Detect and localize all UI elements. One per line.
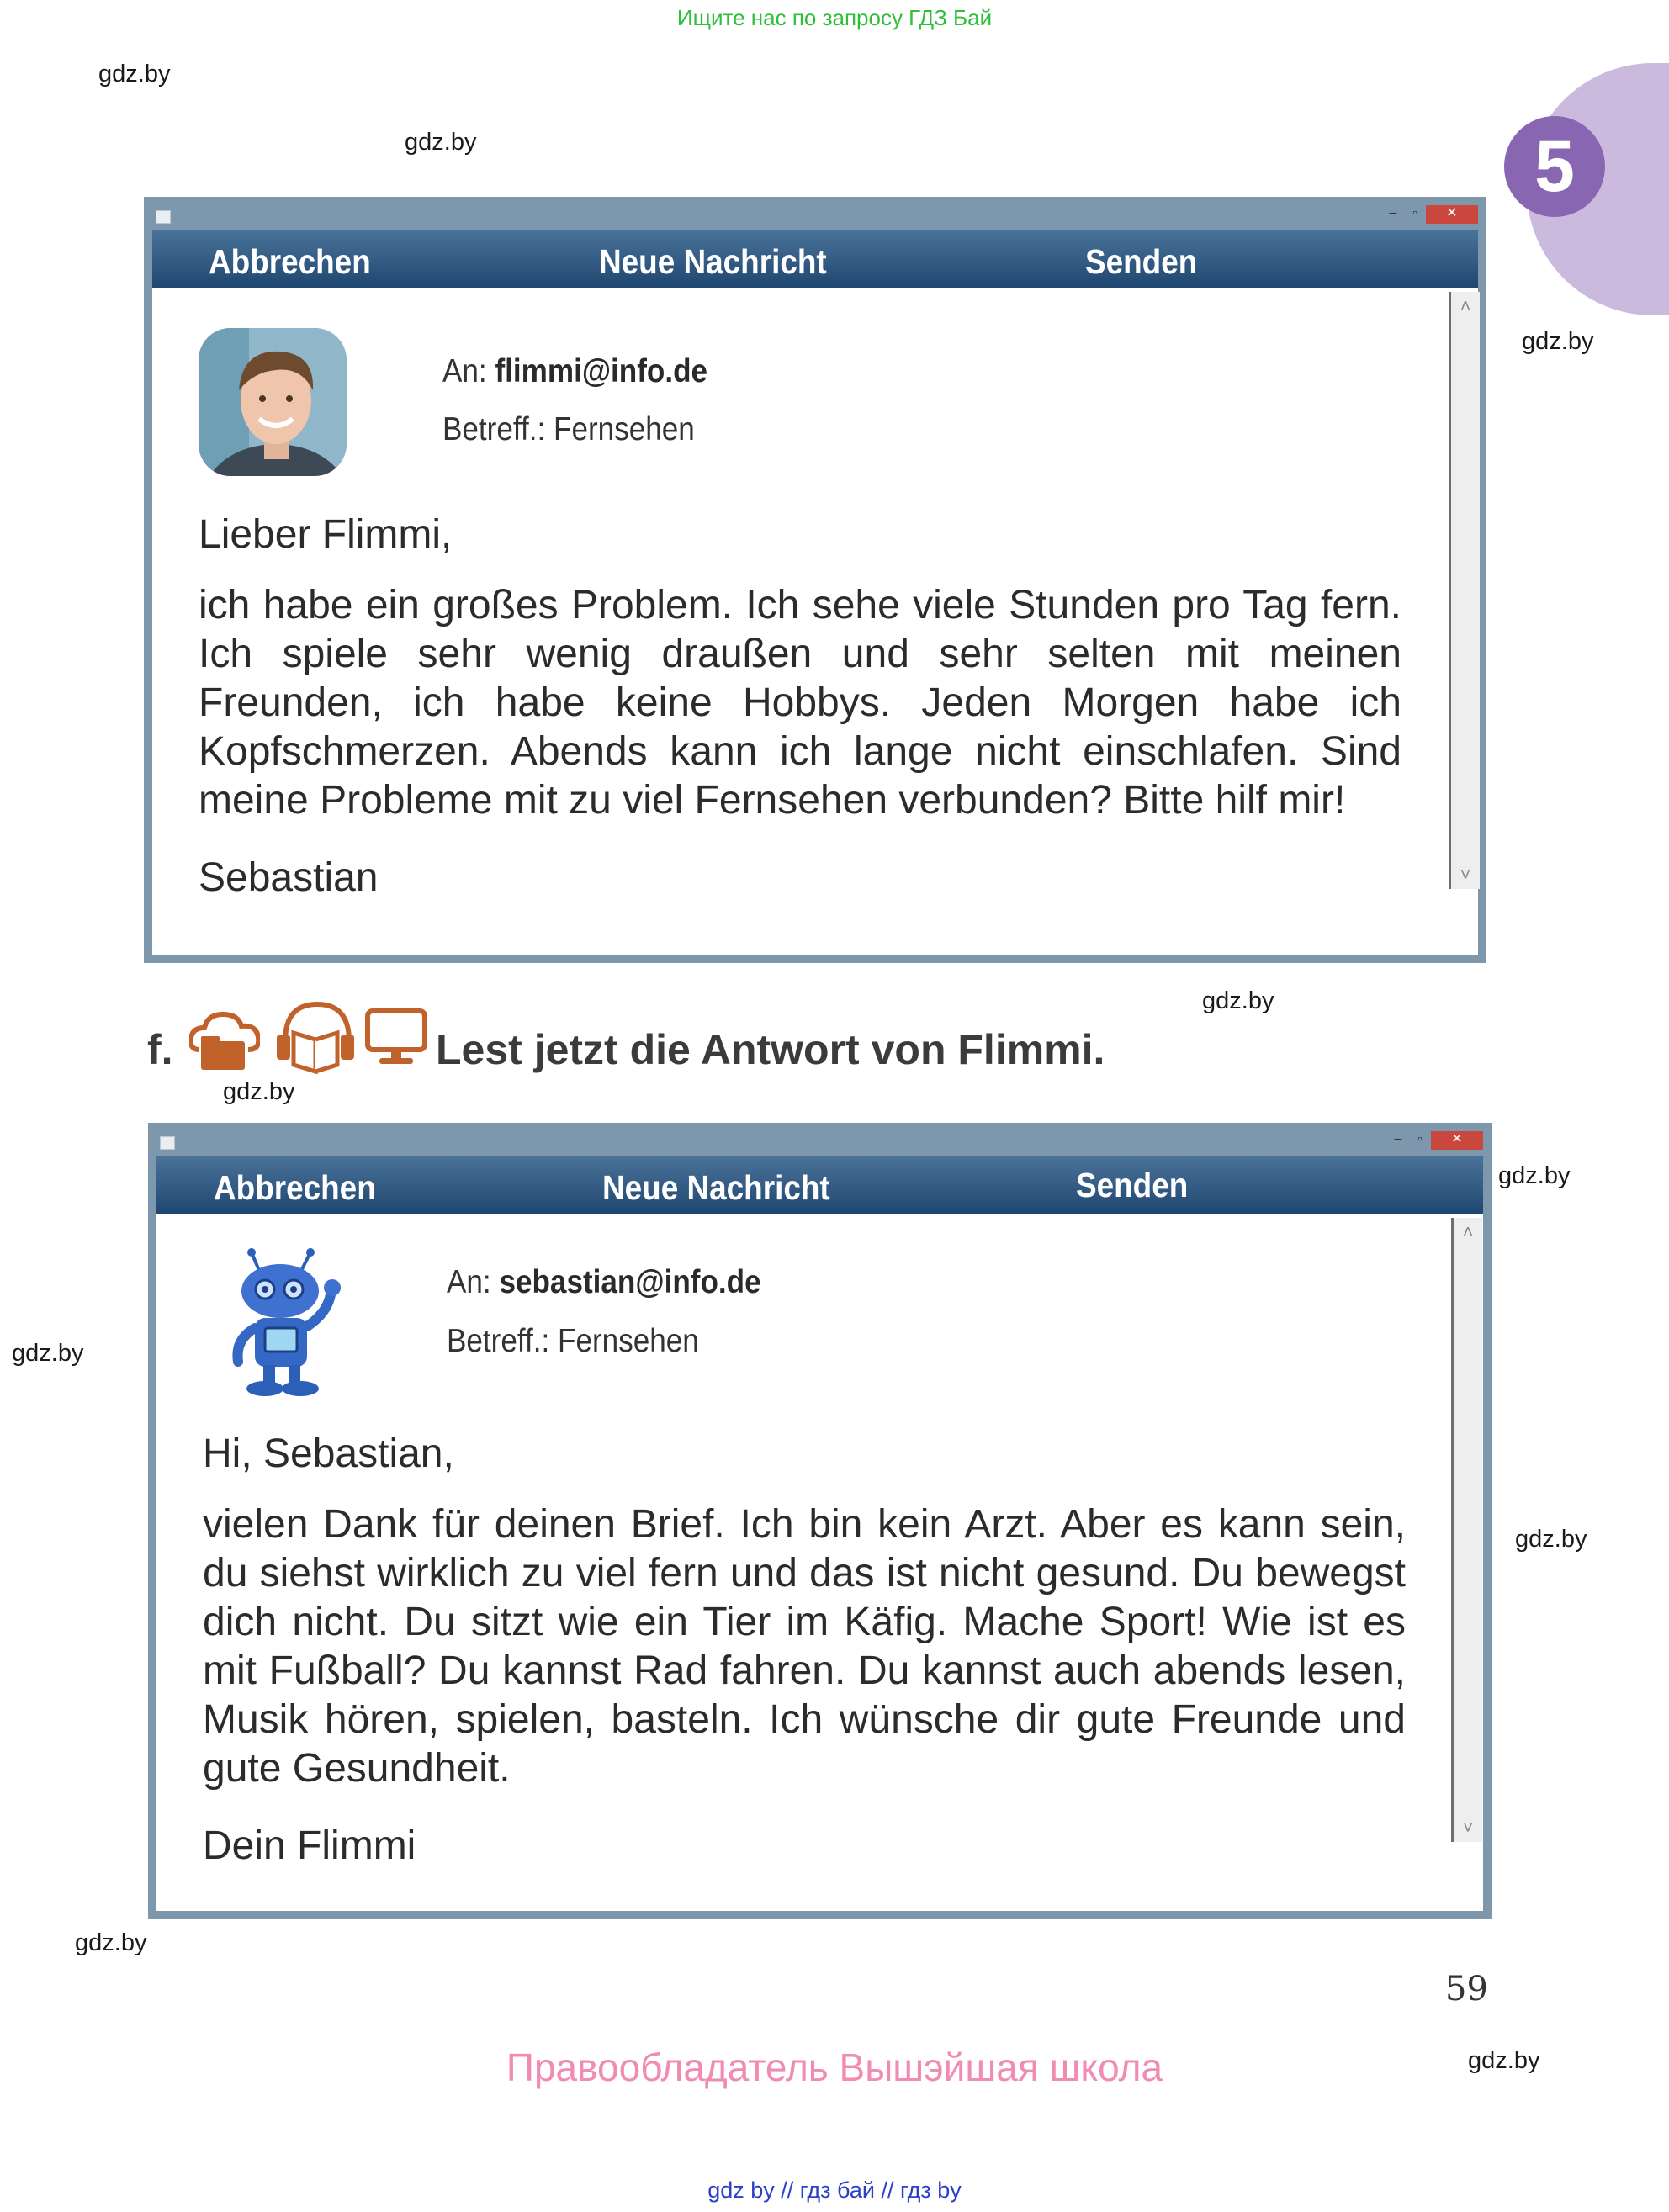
scroll-up-icon[interactable]: ˄ — [1462, 1221, 1474, 1242]
message-pane — [156, 1214, 1483, 1911]
scroll-down-icon[interactable]: ˅ — [1462, 1817, 1474, 1838]
letter-body: ich habe ein großes Problem. Ich sehe viele Stunden pro Tag fern. Ich spiele sehr wenig draußen und sehr selten mit meinen Freunden, ich habe keine Hobbys. Jeden Morgen habe ich Kopfschmerzen. Abends kann ich lange nicht einschlafen. Sind meine Probleme mit zu viel Fernsehen verbunden? Bitte hilf mir! — [199, 583, 1401, 823]
send-button[interactable]: Senden — [1085, 242, 1198, 281]
email-window-flimmi — [148, 1123, 1492, 1919]
subject-line: Betreff.: Fernsehen — [442, 411, 695, 447]
monitor-icon — [364, 1008, 428, 1066]
send-button[interactable]: Senden — [1076, 1166, 1189, 1204]
copyright-notice: Правообладатель Вышэйшая школа — [506, 2045, 1163, 2089]
maximize-button[interactable]: ▫ — [1412, 206, 1417, 220]
cancel-button[interactable]: Abbrechen — [214, 1168, 376, 1207]
minimize-button[interactable]: ‒ — [1394, 1132, 1402, 1146]
footer-links[interactable]: gdz by // гдз бай // гдз by — [707, 2178, 962, 2203]
close-button[interactable]: ✕ — [1431, 1131, 1483, 1150]
top-banner[interactable]: Ищите нас по запросу ГДЗ Бай — [676, 5, 993, 30]
recipient-address[interactable]: flimmi@info.de — [495, 353, 708, 389]
recipient-line — [447, 1264, 761, 1301]
scroll-down-icon[interactable]: ˅ — [1460, 864, 1471, 885]
mail-toolbar — [152, 230, 1478, 288]
window-controls — [1382, 205, 1478, 224]
task-instruction: Lest jetzt die Antwort von Flimmi. — [436, 1026, 1105, 1073]
recipient-label: An: — [447, 1264, 491, 1300]
sender-avatar — [199, 328, 347, 476]
book-headphones-icon — [273, 999, 354, 1075]
watermark: gdz.by — [1202, 987, 1274, 1014]
task-letter: f. — [147, 1026, 173, 1073]
watermark: gdz.by — [1498, 1162, 1571, 1189]
chapter-number: 5 — [1504, 116, 1605, 217]
recipient-label: An: — [442, 353, 487, 389]
cancel-button[interactable]: Abbrechen — [209, 242, 371, 281]
close-button[interactable]: ✕ — [1426, 205, 1478, 224]
subject-line: Betreff.: Fernsehen — [447, 1323, 699, 1359]
page-number: 59 — [1445, 1970, 1488, 2008]
minimize-button[interactable]: ‒ — [1389, 206, 1397, 220]
watermark: gdz.by — [405, 129, 477, 156]
watermark: gdz.by — [223, 1078, 295, 1105]
app-icon — [160, 1136, 175, 1150]
watermark: gdz.by — [12, 1340, 84, 1367]
scroll-up-icon[interactable]: ˄ — [1460, 295, 1471, 316]
recipient-line — [442, 353, 707, 390]
letter-signature: Dein Flimmi — [203, 1823, 416, 1868]
maximize-button[interactable]: ▫ — [1417, 1132, 1423, 1146]
letter-body: vielen Dank für deinen Brief. Ich bin kein Arzt. Aber es kann sein, du siehst wirklich zu viel fern und das ist nicht gesund. Du bewegst dich nicht. Du sitzt wie ein Tier im Käfig. Mache Sport! Wie ist es mit Fußball? Du kannst Rad fahren. Du kannst auch abends lesen, Musik hören, spielen, basteln. Ich wünsche dir gute Freunde und gute Gesundheit. — [203, 1502, 1406, 1791]
new-message-title: Neue Nachricht — [602, 1168, 830, 1207]
watermark: gdz.by — [1468, 2047, 1540, 2074]
scrollbar[interactable] — [1449, 292, 1480, 889]
robot-flimmi-icon — [223, 1247, 349, 1397]
email-window-sebastian — [144, 197, 1486, 963]
mail-toolbar — [156, 1156, 1483, 1214]
window-titlebar — [152, 205, 1478, 230]
letter-signature: Sebastian — [199, 855, 379, 900]
app-icon — [156, 210, 171, 224]
window-controls — [1387, 1131, 1483, 1150]
letter-greeting: Hi, Sebastian, — [203, 1431, 454, 1476]
recipient-address[interactable]: sebastian@info.de — [499, 1264, 761, 1300]
message-pane — [152, 288, 1478, 955]
window-titlebar — [156, 1131, 1483, 1156]
watermark: gdz.by — [1522, 328, 1594, 355]
new-message-title: Neue Nachricht — [599, 242, 827, 281]
cloud-folder-icon — [189, 1009, 260, 1073]
watermark: gdz.by — [98, 61, 171, 87]
watermark: gdz.by — [75, 1929, 147, 1956]
boy-photo-icon — [199, 328, 347, 476]
letter-greeting: Lieber Flimmi, — [199, 512, 453, 557]
scrollbar[interactable] — [1451, 1218, 1482, 1842]
watermark: gdz.by — [1515, 1526, 1587, 1553]
